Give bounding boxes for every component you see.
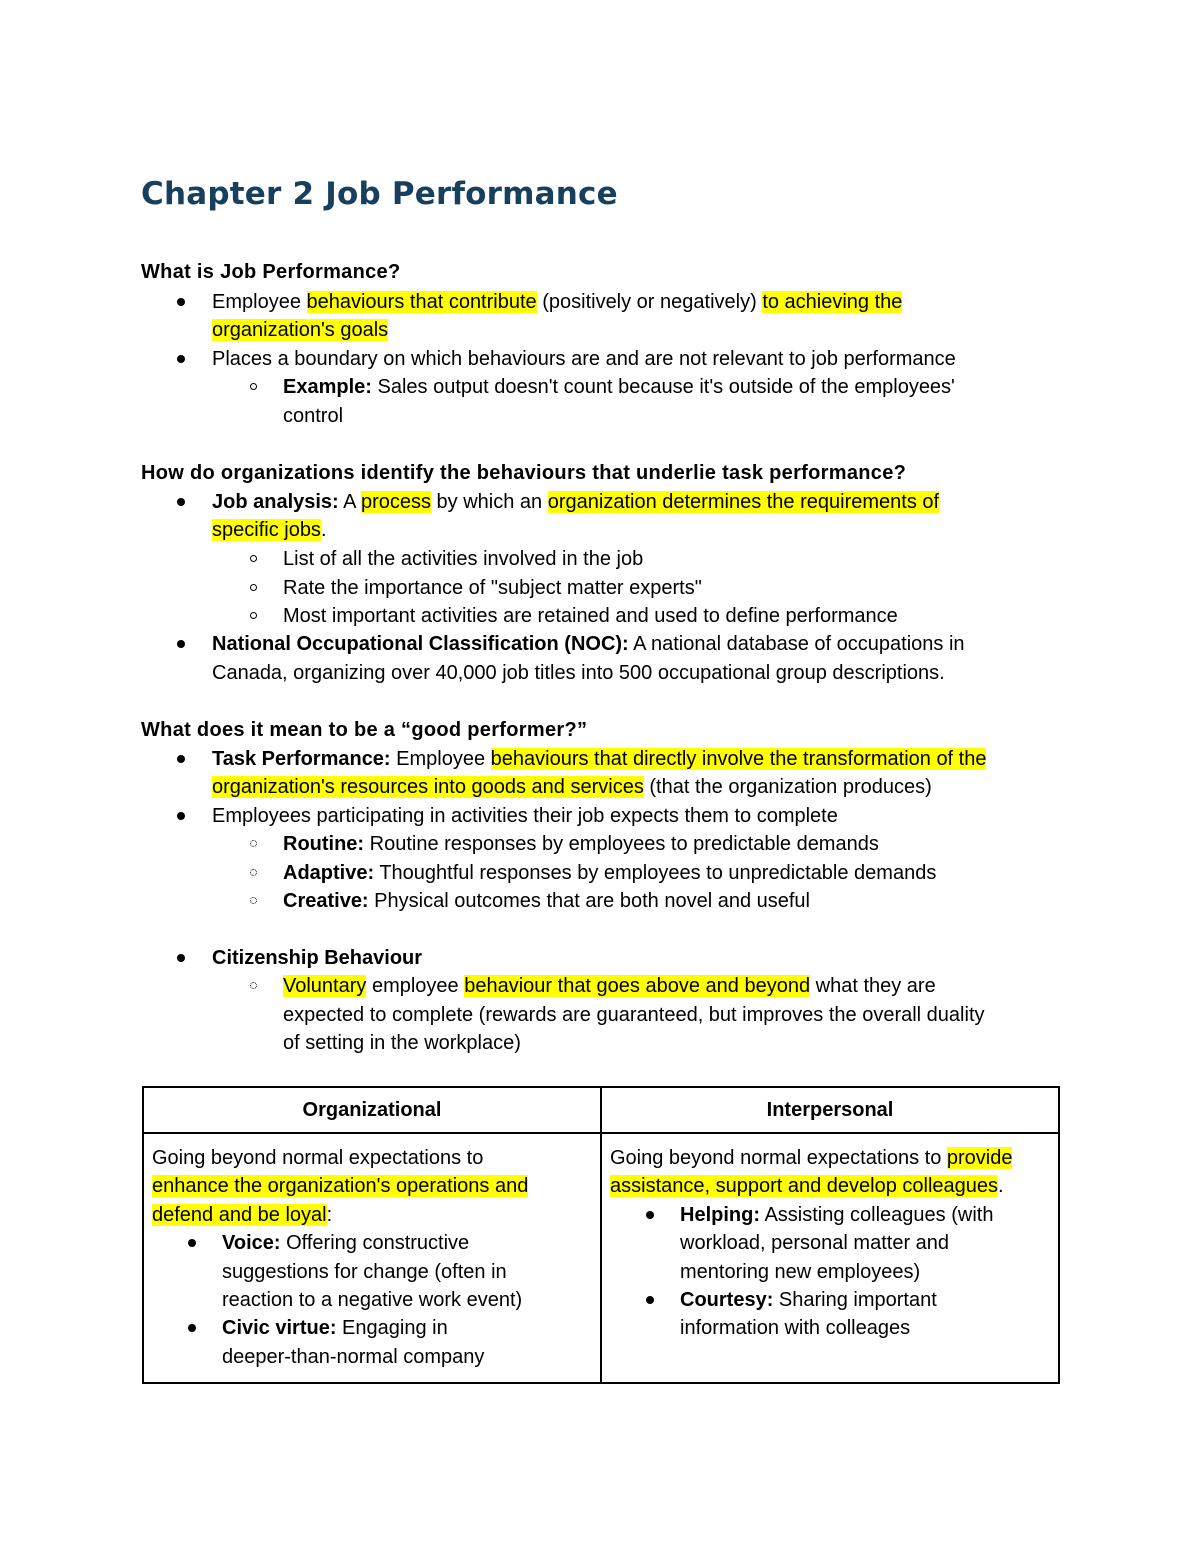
label: Example: [283,376,372,398]
list-item-continued: mentoring new employees) [680,1261,921,1283]
highlight: behaviour that goes above and beyond [464,975,811,997]
list-item [212,946,422,970]
highlight: defend and be loyal [152,1204,327,1226]
list-item [212,290,902,314]
cell-text [610,1174,1004,1198]
sub-list-item-continued: expected to complete (rewards are guaranteed, but improves the overall duality [283,1004,985,1026]
text: Sharing important [773,1289,937,1311]
column-header-interpersonal: Interpersonal [601,1087,1059,1133]
circle-bullet-icon [250,584,257,591]
sub-list-item-continued: control [283,405,344,427]
list-item [212,632,965,656]
text: Thoughtful responses by employees to unpredictable demands [374,862,937,884]
list-item-continued: deeper-than-normal company [222,1346,485,1368]
bullet-icon [177,954,185,962]
label: Task Performance: [212,748,391,770]
sub-list-item [283,974,936,998]
list-item [212,490,939,514]
text: Physical outcomes that are both novel and useful [368,890,810,912]
list-item-continued: Canada, organizing over 40,000 job titles into 500 occupational group descriptions. [212,662,945,684]
label: Civic virtue: [222,1317,337,1339]
table-header-row [143,1087,1059,1133]
cell-text: Going beyond normal expectations to [152,1147,484,1169]
list-item-continued [212,775,932,799]
list-item [212,747,986,771]
text: Employee [212,291,307,313]
sub-list-item-continued: of setting in the workplace) [283,1032,521,1054]
text: . [998,1175,1004,1197]
highlight: assistance, support and develop colleagues [610,1175,999,1197]
page-title: Chapter 2 Job Performance [141,176,618,212]
label: Creative: [283,890,369,912]
text: A [338,491,361,513]
bullet-icon [177,298,185,306]
dotted-circle-bullet-icon [250,982,257,989]
list-item-continued: reaction to a negative work event) [222,1289,523,1311]
cell-text [152,1203,332,1227]
list-item [222,1231,469,1255]
text: (that the organization produces) [643,776,932,798]
question-heading: What is Job Performance? [141,261,401,283]
list-item [222,1316,448,1340]
label: Adaptive: [283,862,375,884]
cell-text [610,1146,1012,1170]
sub-list-item: Rate the importance of "subject matter experts" [283,577,702,599]
highlight: organization determines the requirements of [547,491,940,513]
text: Employee [390,748,491,770]
list-item: Places a boundary on which behaviours are and are not relevant to job performance [212,348,956,370]
bullet-icon [177,498,185,506]
text: employee [366,975,465,997]
highlight: behaviours that directly involve the transformation of the [490,748,987,770]
list-item [680,1288,937,1312]
label: Job analysis: [212,491,339,513]
text: by which an [431,491,548,513]
bullet-icon [188,1239,196,1247]
list-item-continued: suggestions for change (often in [222,1261,507,1283]
text: what they are [810,975,936,997]
list-item-continued [212,318,388,342]
highlight: provide [946,1147,1013,1169]
text: Routine responses by employees to predictable demands [364,833,879,855]
highlight: to achieving the [762,291,903,313]
question-heading: What does it mean to be a “good performer?” [141,719,588,741]
dotted-circle-bullet-icon [250,869,257,876]
list-item-continued: workload, personal matter and [680,1232,950,1254]
bullet-icon [177,812,185,820]
label: Courtesy: [680,1289,774,1311]
label: Routine: [283,833,365,855]
label: Citizenship Behaviour [212,947,423,969]
label: Voice: [222,1232,281,1254]
sub-list-item [283,889,810,913]
bullet-icon [177,355,185,363]
table-cell-interpersonal [601,1133,1059,1383]
bullet-icon [177,640,185,648]
sub-list-item [283,861,936,885]
bullet-icon [646,1296,654,1304]
highlight: organization's resources into goods and services [212,776,644,798]
text: (positively or negatively) [536,291,763,313]
text: A national database of occupations in [628,633,965,655]
sub-list-item [283,832,879,856]
highlight: behaviours that contribute [306,291,537,313]
label: Helping: [680,1204,760,1226]
sub-list-item: Most important activities are retained and used to define performance [283,605,898,627]
circle-bullet-icon [250,383,257,390]
highlight: process [360,491,431,513]
citizenship-behaviour-table [142,1086,1060,1384]
question-heading: How do organizations identify the behaviours that underlie task performance? [141,462,907,484]
table-cell-organizational [143,1133,601,1383]
highlight: enhance the organization's operations and [152,1175,529,1197]
text: : [326,1204,333,1226]
text: Sales output doesn't count because it's outside of the employees' [371,376,955,398]
list-item: Employees participating in activities their job expects them to complete [212,805,838,827]
highlight: organization's goals [212,319,389,341]
text: Assisting colleagues (with [760,1204,994,1226]
label: National Occupational Classification (NOC): [212,633,629,655]
sub-list-item [283,375,955,399]
bullet-icon [188,1324,196,1332]
dotted-circle-bullet-icon [250,897,257,904]
circle-bullet-icon [250,612,257,619]
text: . [320,519,327,541]
circle-bullet-icon [250,555,257,562]
highlight: Voluntary [283,975,367,997]
text: Offering constructive [280,1232,470,1254]
highlight: specific jobs [212,519,321,541]
text: Engaging in [336,1317,448,1339]
list-item-continued: information with colleages [680,1317,911,1339]
list-item [680,1203,993,1227]
text: Going beyond normal expectations to [610,1147,947,1169]
cell-text [152,1174,528,1198]
dotted-circle-bullet-icon [250,840,257,847]
table-row [143,1133,1059,1383]
column-header-organizational: Organizational [143,1087,601,1133]
list-item-continued [212,518,327,542]
bullet-icon [646,1211,654,1219]
bullet-icon [177,755,185,763]
sub-list-item: List of all the activities involved in the job [283,548,644,570]
